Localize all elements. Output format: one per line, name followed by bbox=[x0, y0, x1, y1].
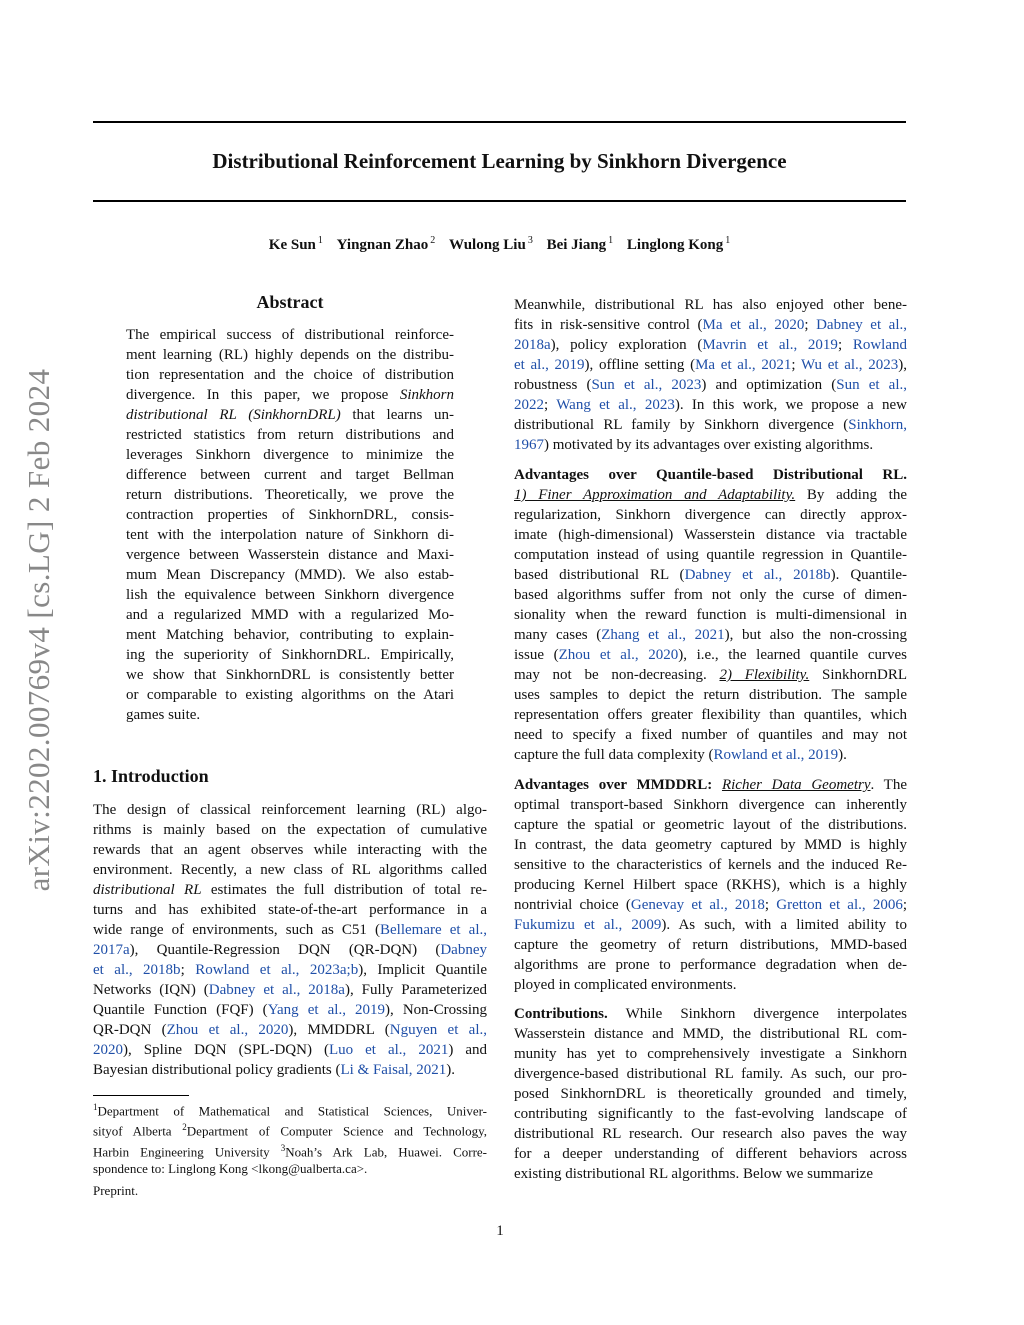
citation-link[interactable]: Dabney bbox=[440, 942, 487, 958]
citation-link[interactable]: Fukumizu et al., 2009 bbox=[514, 917, 662, 933]
author-list bbox=[93, 235, 906, 254]
citation-link[interactable]: Zhang et al., 2021 bbox=[601, 627, 725, 643]
affiliation-footnote: $^1$Department of Mathematical and Statistical Sciences, Univer- sityof Alberta $^2$Department of Computer Science and Technology, Harbin Engineering University $^3$Noah’s Ark Lab, Huawei. Corre- spondence to: Linglong Kong <lkong@ualberta.ca>. bbox=[93, 1102, 487, 1176]
citation-link[interactable]: 2017a bbox=[93, 942, 130, 958]
top-rule bbox=[93, 121, 906, 123]
citation-link[interactable]: Rowland et al., 2019 bbox=[713, 747, 839, 763]
section-heading-introduction: 1. Introduction bbox=[93, 766, 209, 786]
author-1: Ke Sun $^1$ bbox=[268, 235, 323, 253]
citation-link[interactable]: Wu et al., 2023 bbox=[800, 357, 899, 373]
citation-link[interactable]: et al., 2018b bbox=[93, 962, 181, 978]
citation-link[interactable]: Wang et al., 2023 bbox=[556, 397, 675, 413]
citation-link[interactable]: Dabney et al., 2018b bbox=[684, 567, 831, 583]
citation-link[interactable]: Rowland et al., 2023a;b bbox=[195, 962, 359, 978]
citation-link[interactable]: Zhou et al., 2020 bbox=[558, 647, 679, 663]
citation-link[interactable]: Li & Faisal, 2021 bbox=[340, 1062, 447, 1078]
citation-link[interactable]: et al., 2019 bbox=[514, 357, 585, 373]
citation-link[interactable]: Sun et al., 2023 bbox=[591, 377, 702, 393]
citation-link[interactable]: Dabney et al., 2018a bbox=[208, 982, 345, 998]
citation-link[interactable]: Zhou et al., 2020 bbox=[166, 1022, 289, 1038]
citation-link[interactable]: 2018a bbox=[514, 337, 551, 353]
page-number: 1 bbox=[496, 1223, 504, 1239]
paper-title: Distributional Reinforcement Learning by Sinkhorn Divergence bbox=[212, 149, 787, 173]
citation-link[interactable]: 2022 bbox=[514, 397, 544, 413]
citation-link[interactable]: Gretton et al., 2006 bbox=[776, 897, 903, 913]
citation-link[interactable]: Sinkhorn, bbox=[848, 417, 907, 433]
right-paragraph-quantile-advantages: Advantages over Quantile-based Distributional RL. 1) Finer Approximation and Adaptability. By adding the regularization, Sinkhorn divergence can directly approx- imate (high-dimensional) Wasserstein distance via tractable computation instead of using quantile regression in Quantile- based distributional RL (Dabney et al., 2018b). Quantile- based algorithms suffer from not only the curse of dimen- sionality when the reward function is multi-dimensional in many cases (Zhang et al., 2021), but also the non-crossing issue (Zhou et al., 2020), i.e., the learned quantile curves may not be non-decreasing. 2) Flexibility. SinkhornDRL uses samples to depict the return distribution. The sample representation offers greater flexibility than quantiles, which need to specify a fixed number of quantiles and may not capture the full data complexity (Rowland et al., 2019). bbox=[514, 467, 908, 763]
citation-link[interactable]: Mavrin et al., 2019 bbox=[702, 337, 838, 353]
citation-link[interactable]: 1967 bbox=[514, 437, 544, 453]
abstract-body: The empirical success of distributional reinforce- ment learning (RL) highly depends on the distribu- tion representation and the choice of distribution divergence. In this paper, we propose Sinkhorn distributional RL (SinkhornDRL) that learns un- restricted statistics from return distributions and leverages Sinkhorn divergence to minimize the difference between current and target Bellman return distributions. Theoretically, we prove the contraction properties of SinkhornDRL, consis- tent with the interpolation nature of Sinkhorn di- vergence between Wasserstein distance and Maxi- mum Mean Discrepancy (MMD). We also estab- lish the equivalence between Sinkhorn divergence and a regularized MMD with a regularized Mo- ment Matching behavior, contributing to explain- ing the superiority of SinkhornDRL. Empirically, we show that SinkhornDRL is consistently better or comparable to existing algorithms on the Atari games suite. bbox=[126, 327, 454, 723]
citation-link[interactable]: Dabney et al., bbox=[816, 317, 907, 333]
citation-link[interactable]: Bellemare et al., bbox=[380, 922, 487, 938]
right-paragraph-mmd-advantages: Advantages over MMDDRL: Richer Data Geometry. The optimal transport-based Sinkhorn divergence can inherently capture the spatial or geometric layout of the distributions. In contrast, the data geometry captured by MMD is highly sensitive to the characteristics of kernels and the induced Re- producing Kernel Hilbert space (RKHS), which is a highly nontrivial choice (Genevay et al., 2018; Gretton et al., 2006; Fukumizu et al., 2009). As such, with a limited ability to capture the geometry of return distributions, MMD-based algorithms are prone to performance degradation when de- ployed in complicated environments. bbox=[514, 777, 908, 993]
author-3: Wulong Liu $^3$ bbox=[448, 235, 533, 253]
citation-link[interactable]: Rowland bbox=[852, 337, 908, 353]
title-bottom-rule bbox=[93, 200, 906, 202]
citation-link[interactable]: Ma et al., 2020 bbox=[702, 317, 805, 333]
citation-link[interactable]: Ma et al., 2021 bbox=[695, 357, 792, 373]
citation-link[interactable]: Luo et al., 2021 bbox=[328, 1042, 449, 1058]
citation-link[interactable]: Nguyen et al., bbox=[389, 1022, 487, 1038]
citation-link[interactable]: Sun et al., bbox=[836, 377, 908, 393]
footnote-rule bbox=[93, 1095, 189, 1096]
right-paragraph-contributions: Contributions. While Sinkhorn divergence interpolates Wasserstein distance and MMD, the distributional RL com- munity has yet to comprehensively investigate a Sinkhorn divergence-based distributional RL family. As such, our pro- posed SinkhornDRL is theoretically grounded and timely, contributing significantly to the fast-evolving landscape of distributional RL research. Our research also paves the way for a deeper understanding of different behaviors across existing distributional RL algorithms. Below we summarize bbox=[514, 1006, 907, 1182]
preprint-label: Preprint. bbox=[93, 1183, 139, 1198]
arxiv-identifier: arXiv:2202.00769v4 [cs.LG] 2 Feb 2024 bbox=[21, 368, 56, 892]
author-5: Linglong Kong $^1$ bbox=[626, 235, 731, 253]
right-paragraph-related-work: Meanwhile, distributional RL has also enjoyed other bene- fits in risk-sensitive control (Ma et al., 2020; Dabney et al., 2018a), policy exploration (Mavrin et al., 2019; Rowland et al., 2019), offline setting (Ma et al., 2021; Wu et al., 2023), robustness (Sun et al., 2023) and optimization (Sun et al., 2022; Wang et al., 2023). In this work, we propose a new distributional RL family by Sinkhorn divergence (Sinkhorn, 1967) motivated by its advantages over existing algorithms. bbox=[514, 297, 908, 453]
citation-link[interactable]: Genevay et al., 2018 bbox=[630, 897, 765, 913]
citation-link[interactable]: Yang et al., 2019 bbox=[267, 1002, 386, 1018]
introduction-paragraph: The design of classical reinforcement learning (RL) algo- rithms is mainly based on the expectation of cumulative rewards that an agent observes while interacting with the environment. Recently, a new class of RL algorithms called distributional RL estimates the full distribution of total re- turns and has exhibited state-of-the-art performance in a wide range of environments, such as C51 (Bellemare et al., 2017a), Quantile-Regression DQN (QR-DQN) (Dabney et al., 2018b; Rowland et al., 2023a;b), Implicit Quantile Networks (IQN) (Dabney et al., 2018a), Fully Parameterized Quantile Function (FQF) (Yang et al., 2019), Non-Crossing QR-DQN (Zhou et al., 2020), MMDDRL (Nguyen et al., 2020), Spline DQN (SPL-DQN) (Luo et al., 2021) and Bayesian distributional policy gradients (Li & Faisal, 2021). bbox=[93, 802, 487, 1078]
citation-link[interactable]: 2020 bbox=[93, 1042, 123, 1058]
author-2: Yingnan Zhao $^2$ bbox=[336, 235, 436, 253]
author-4: Bei Jiang $^1$ bbox=[546, 235, 614, 253]
abstract-heading: Abstract bbox=[256, 292, 324, 312]
